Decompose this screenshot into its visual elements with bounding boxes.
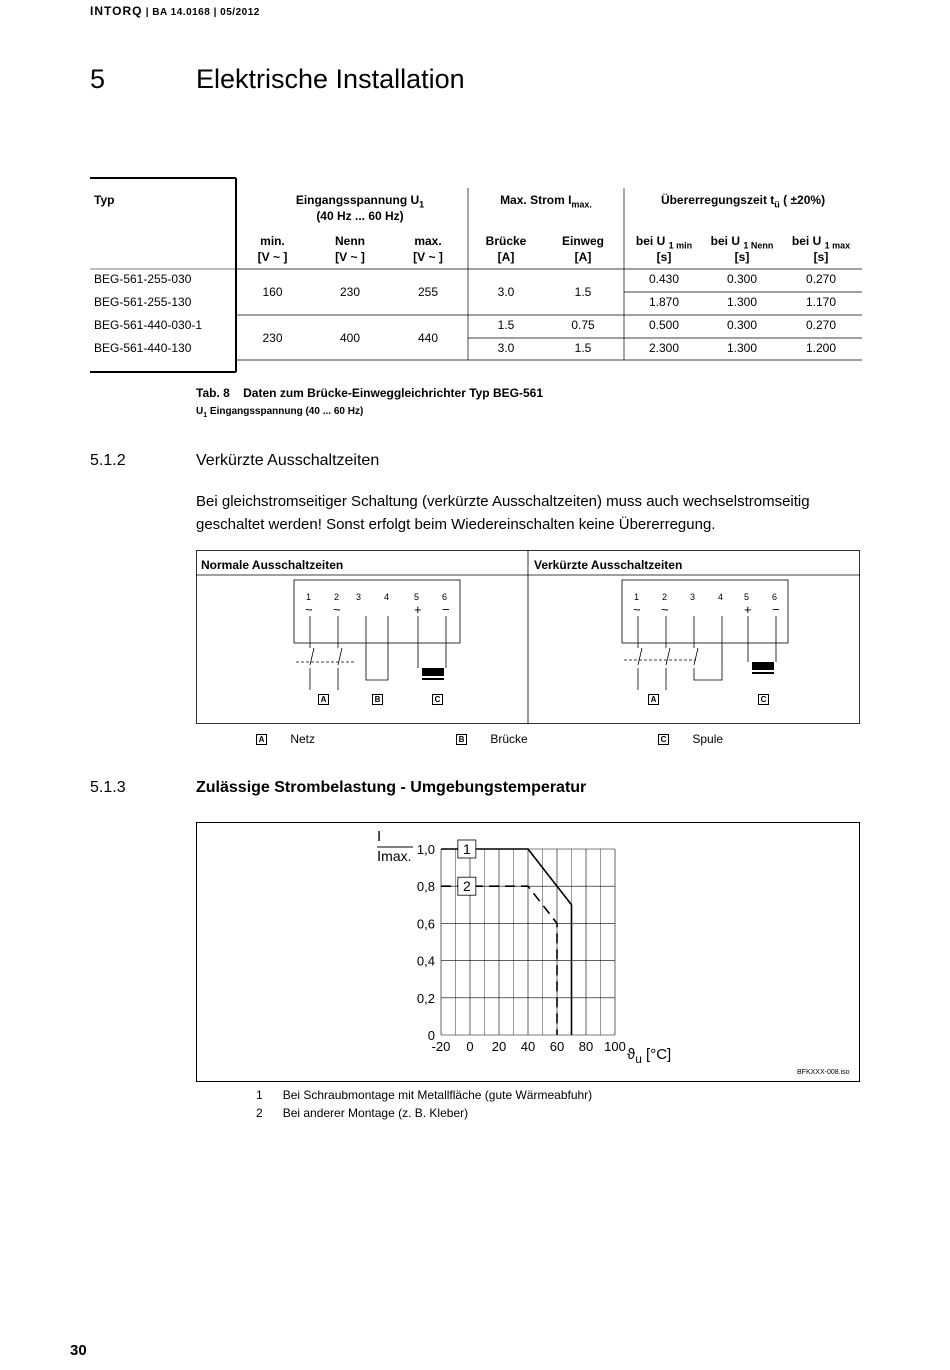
- r4-bruecke: 3.0: [497, 341, 515, 355]
- group-strom-text: Max. Strom I: [500, 193, 572, 207]
- doc-reference: | BA 14.0168 | 05/2012: [145, 7, 260, 18]
- ac-symbol: ~: [305, 602, 313, 617]
- terminal-label: 5: [744, 592, 750, 602]
- terminal-label: 2: [662, 592, 668, 602]
- col-umax-unit: [s]: [813, 250, 829, 264]
- type-cell: BEG-561-255-130: [94, 295, 192, 309]
- col-min-header: min.: [260, 234, 285, 248]
- group-zeit-sub: ü: [774, 199, 780, 210]
- col-bruecke-unit: [A]: [497, 250, 515, 264]
- section-number: 5: [90, 64, 106, 94]
- terminal-label: 5: [414, 592, 420, 602]
- x-tick-label: 20: [491, 1039, 507, 1054]
- group-strom-sub: max.: [571, 199, 592, 210]
- col-unenn-unit: [s]: [734, 250, 750, 264]
- plus-symbol: +: [744, 602, 752, 617]
- time-cell: 0.500: [648, 318, 680, 332]
- terminal-label: 6: [442, 592, 448, 602]
- subsection-number: 5.1.3: [90, 779, 126, 796]
- shortened-title: Verkürzte Ausschaltzeiten: [534, 558, 683, 572]
- caption-label: Tab. 8: [196, 386, 230, 400]
- terminal-label: 6: [772, 592, 778, 602]
- group-zeit-text: Übererregungszeit t: [660, 193, 775, 207]
- legend-label: Brücke: [490, 732, 528, 746]
- r3-bruecke: 1.5: [497, 318, 515, 332]
- type-cell: BEG-561-440-130: [94, 341, 192, 355]
- time-cell: 1.300: [726, 341, 758, 355]
- col-umin-unit: [s]: [656, 250, 672, 264]
- x-axis-label: [627, 1047, 671, 1067]
- time-cell: 2.300: [648, 341, 680, 355]
- ac-symbol: ~: [333, 602, 341, 617]
- r4-einweg: 1.5: [574, 341, 592, 355]
- legend-key: B: [456, 734, 467, 745]
- footnote-text: Bei Schraubmontage mit Metallfläche (gute Wärmeabfuhr): [282, 1088, 593, 1102]
- col-umin-sub: 1 min: [668, 240, 693, 251]
- footnote: [256, 1088, 592, 1102]
- group-input-text: Eingangsspannung U: [295, 193, 420, 207]
- caption-text: Daten zum Brücke-Einweggleichrichter Typ BEG-561: [243, 386, 543, 400]
- col-max-header: max.: [414, 234, 442, 248]
- col-unenn-text: bei U: [710, 234, 740, 248]
- footnote-text: Bei anderer Montage (z. B. Kleber): [282, 1106, 469, 1120]
- footnote-number: 2: [256, 1106, 263, 1120]
- terminal-label: 3: [690, 592, 696, 602]
- tag-a-box: A: [648, 694, 659, 705]
- col-bruecke-header: Brücke: [485, 234, 527, 248]
- normal-title: Normale Ausschaltzeiten: [201, 558, 344, 572]
- group-zeit-tail: ( ±20%): [779, 193, 826, 207]
- legend-item: [658, 732, 723, 746]
- time-cell: 0.270: [805, 272, 837, 286]
- minus-symbol: −: [772, 602, 780, 617]
- col-max-unit: [V ~ ]: [413, 250, 443, 264]
- y-tick-label: 0,6: [416, 916, 435, 932]
- group-input-hz: (40 Hz ... 60 Hz): [316, 209, 404, 223]
- legend-key: A: [256, 734, 267, 745]
- x-tick-label: 100: [604, 1039, 626, 1054]
- g1-einweg: 1.5: [574, 285, 592, 299]
- time-cell: 0.270: [805, 318, 837, 332]
- col-min-unit: [V ~ ]: [257, 250, 288, 264]
- derating-chart: [197, 823, 859, 1081]
- caption-note-sub: 1: [203, 412, 208, 419]
- y-tick-label: 0,4: [416, 953, 435, 969]
- tag-c: [432, 692, 443, 707]
- ac-symbol: ~: [661, 602, 669, 617]
- y-axis-numerator: I: [377, 828, 382, 845]
- section-title: Elektrische Installation: [196, 64, 465, 94]
- terminal-label: 3: [356, 592, 362, 602]
- tag-c-box: C: [758, 694, 769, 705]
- legend-item: [456, 732, 528, 746]
- tag-b: [372, 692, 383, 707]
- x-tick-label: 80: [578, 1039, 594, 1054]
- col-umin-text: bei U: [635, 234, 666, 248]
- tag-b-box: B: [372, 694, 383, 705]
- g1-nenn: 230: [339, 285, 361, 299]
- g1-max: 255: [417, 285, 439, 299]
- time-cell: 1.300: [726, 295, 758, 309]
- time-cell: 0.300: [726, 272, 758, 286]
- time-cell: 1.200: [805, 341, 837, 355]
- plus-symbol: +: [414, 602, 422, 617]
- x-tick-label: 40: [520, 1039, 536, 1054]
- group-input-sub: 1: [419, 199, 425, 210]
- caption-note-u: U: [196, 406, 204, 417]
- brand-logo: INTORQ: [90, 4, 143, 18]
- subsection-number: 5.1.2: [90, 452, 126, 469]
- y-tick-label: 0: [427, 1028, 435, 1043]
- tag-a: [648, 692, 659, 707]
- terminal-label: 1: [306, 592, 312, 602]
- footnote: [256, 1106, 468, 1120]
- subsection-title: Zulässige Strombelastung - Umgebungstemperatur: [196, 779, 587, 796]
- ac-symbol: ~: [633, 602, 641, 617]
- tag-a-box: A: [318, 694, 329, 705]
- y-tick-label: 1,0: [416, 842, 435, 857]
- x-axis-symbol: ϑ: [627, 1046, 636, 1063]
- r3-einweg: 0.75: [571, 318, 595, 332]
- terminal-label: 2: [334, 592, 340, 602]
- g2-max: 440: [417, 331, 439, 345]
- figure-code: BFKXXX-008.iso: [797, 1069, 850, 1076]
- col-typ-header: Typ: [94, 193, 115, 207]
- legend-label: Spule: [692, 732, 724, 746]
- running-header: [90, 4, 260, 18]
- g2-min: 230: [262, 331, 283, 345]
- col-umax-text: bei U: [791, 234, 822, 248]
- y-tick-label: 0,8: [416, 879, 435, 895]
- body-paragraph: Bei gleichstromseitiger Schaltung (verkürzte Ausschaltzeiten) muss auch wechselstromseitig geschaltet werden! Sonst erfolgt beim Wiedereinschalten keine Übererregung.: [196, 493, 810, 533]
- y-tick-label: 0,2: [416, 990, 435, 1006]
- group-strom-header: [468, 193, 624, 212]
- time-cell: 0.430: [648, 272, 680, 286]
- col-umax-sub: 1 max: [824, 240, 851, 251]
- col-einweg-unit: [A]: [574, 250, 592, 264]
- x-axis-unit: [°C]: [641, 1046, 672, 1063]
- col-einweg-header: Einweg: [561, 234, 604, 248]
- terminal-label: 1: [634, 592, 640, 602]
- page-number: 30: [70, 1342, 87, 1359]
- time-cell: 1.170: [805, 295, 837, 309]
- terminal-label: 4: [718, 592, 724, 602]
- coil-symbol: [752, 662, 774, 670]
- y-axis-den-text: I: [377, 848, 382, 865]
- derating-chart-box: [196, 822, 860, 1082]
- x-tick-label: -20: [431, 1039, 451, 1054]
- tag-a: [318, 692, 329, 707]
- x-tick-label: 60: [549, 1039, 565, 1054]
- y-axis-den-sub: max.: [381, 848, 412, 864]
- coil-symbol: [422, 668, 444, 676]
- subsection-title: Verkürzte Ausschaltzeiten: [196, 452, 380, 469]
- type-cell: BEG-561-255-030: [94, 272, 192, 286]
- col-nenn-header: Nenn: [335, 234, 365, 248]
- caption-note: [196, 406, 363, 419]
- g1-min: 160: [262, 285, 283, 299]
- footnote-number: 1: [256, 1088, 263, 1102]
- col-unenn-sub: 1 Nenn: [743, 240, 774, 251]
- g1-bruecke: 3.0: [497, 285, 515, 299]
- minus-symbol: −: [442, 602, 450, 617]
- legend-label: Netz: [290, 732, 316, 746]
- x-axis-sub: u: [635, 1052, 642, 1066]
- tag-c: [758, 692, 769, 707]
- col-nenn-unit: [V ~ ]: [335, 250, 365, 264]
- time-cell: 0.300: [726, 318, 758, 332]
- caption-note-rest: Eingangsspannung (40 ... 60 Hz): [207, 406, 364, 417]
- type-cell: BEG-561-440-030-1: [94, 318, 203, 332]
- x-tick-label: 0: [466, 1039, 474, 1054]
- rectifier-data-table: [90, 176, 862, 374]
- g2-nenn: 400: [339, 331, 361, 345]
- group-zeit-header: [624, 193, 862, 212]
- tag-c-box: C: [432, 694, 443, 705]
- terminal-label: 4: [384, 592, 390, 602]
- y-axis-denominator: [377, 849, 412, 864]
- switching-diagram-box: [196, 550, 860, 724]
- series-label: 2: [462, 878, 471, 895]
- time-cell: 1.870: [648, 295, 680, 309]
- table-caption: [196, 386, 543, 400]
- series-label: 1: [462, 841, 471, 857]
- legend-item: [256, 732, 315, 746]
- legend-key: C: [658, 734, 669, 745]
